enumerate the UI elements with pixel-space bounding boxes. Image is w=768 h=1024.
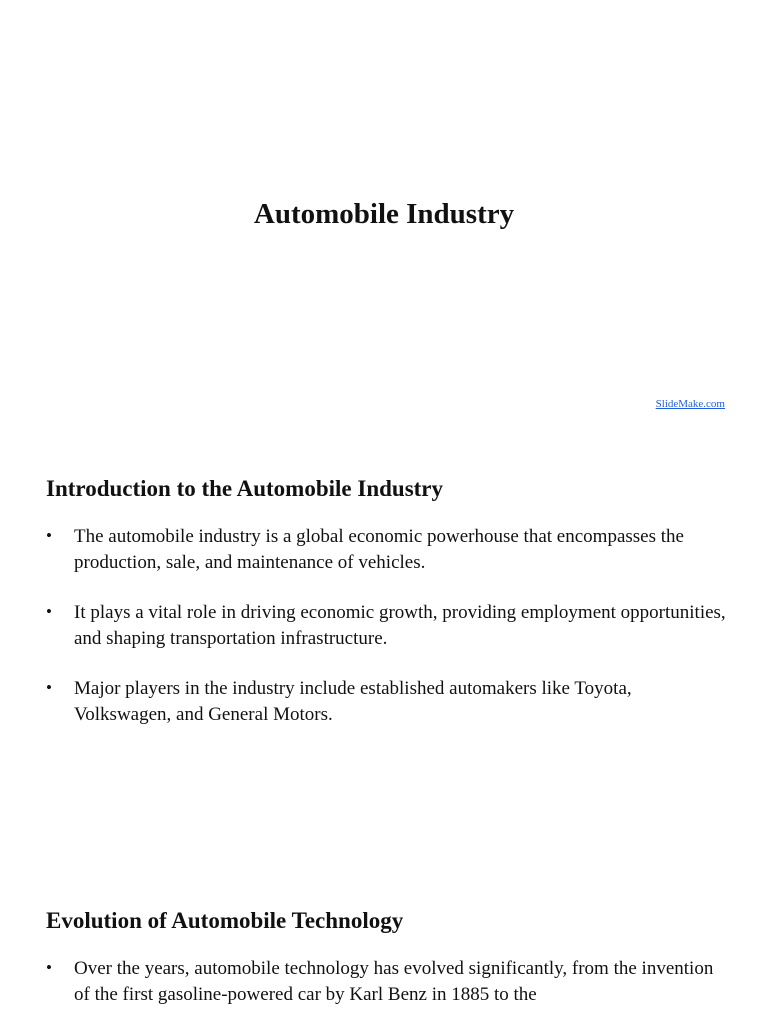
slidemake-link[interactable]: SlideMake.com: [655, 398, 725, 410]
list-item: [46, 676, 726, 728]
evolution-heading: Evolution of Automobile Technology: [46, 908, 404, 933]
bullet-text: The automobile industry is a global economic powerhouse that encompasses the production, sale, and maintenance of vehicles.: [74, 526, 684, 573]
list-item: [46, 956, 726, 1008]
bullet-icon: •: [46, 602, 52, 621]
list-item: [46, 600, 726, 652]
bullet-text: Major players in the industry include established automakers like Toyota, Volkswagen, and General Motors.: [74, 678, 632, 725]
intro-section: [46, 473, 726, 752]
evolution-bullet-list: [46, 956, 726, 1008]
list-item: [46, 524, 726, 576]
bullet-icon: •: [46, 526, 52, 545]
intro-bullet-list: [46, 524, 726, 728]
evolution-section: [46, 905, 726, 1024]
bullet-icon: •: [46, 958, 52, 977]
bullet-icon: •: [46, 678, 52, 697]
bullet-text: It plays a vital role in driving economic growth, providing employment opportunities, and shaping transportation infrastructure.: [74, 602, 726, 649]
intro-heading: Introduction to the Automobile Industry: [46, 476, 444, 501]
page-title: Automobile Industry: [253, 198, 515, 230]
bullet-text: Over the years, automobile technology has evolved significantly, from the invention of the first gasoline-powered car by Karl Benz in 1885 to the: [74, 958, 714, 1005]
title-slide: [0, 0, 768, 430]
